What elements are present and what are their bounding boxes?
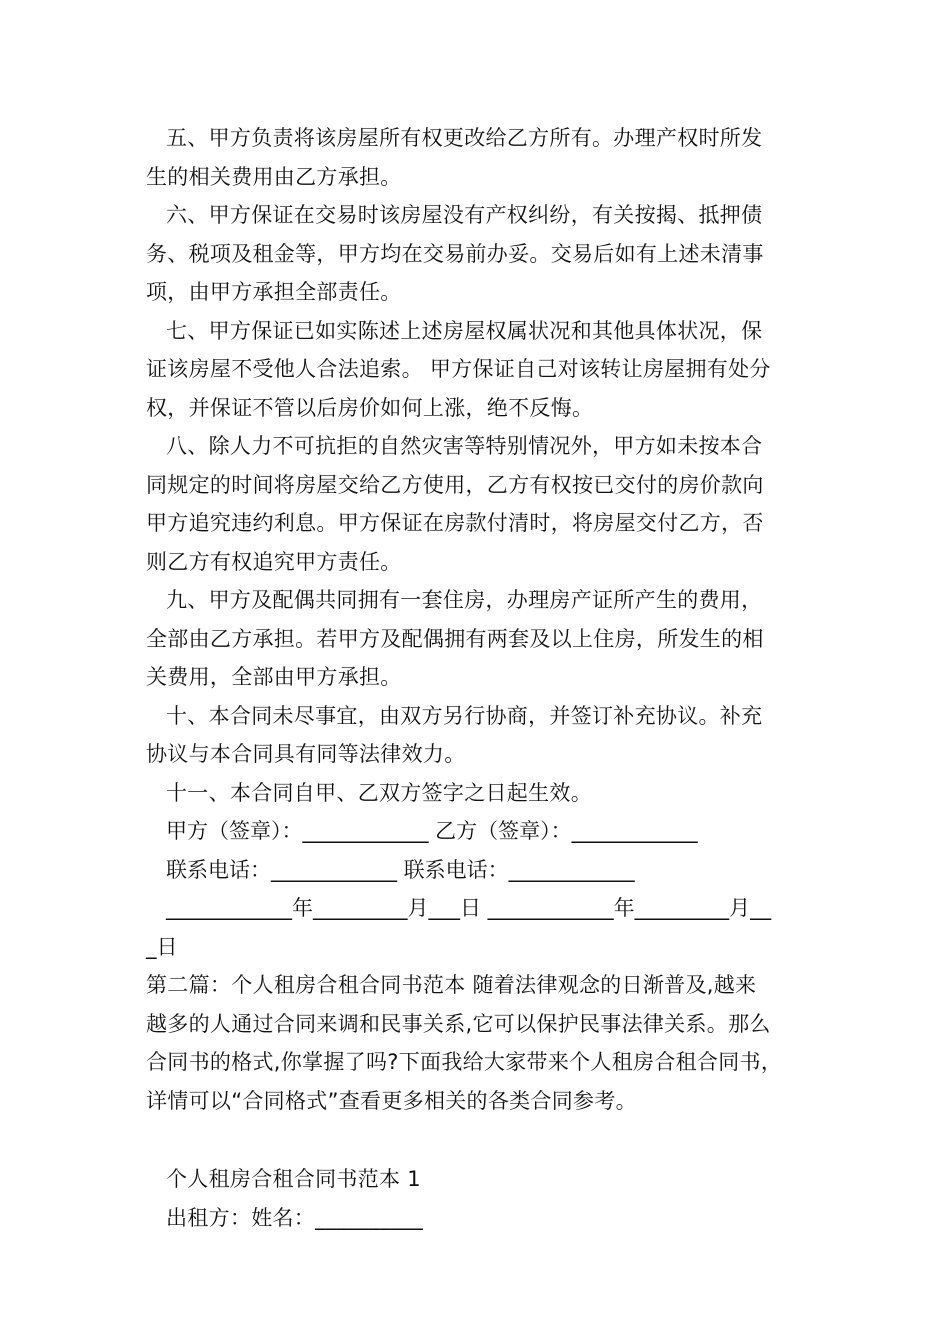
clause-nine-line-2: 全部由乙方承担。若甲方及配偶拥有两套及以上住房，所发生的相 bbox=[146, 626, 764, 651]
part-two-intro-line-4: 详情可以“合同格式”查看更多相关的各类合同参考。 bbox=[146, 1088, 637, 1113]
clause-seven-line-1: 七、甲方保证已如实陈述上述房屋权属状况和其他具体状况，保 bbox=[166, 318, 763, 343]
part-two-intro-line-3: 合同书的格式,你掌握了吗?下面我给大家带来个人租房合租合同书， bbox=[146, 1050, 783, 1074]
clause-eight-line-3: 甲方追究违约利息。甲方保证在房款付清时，将房屋交付乙方，否 bbox=[146, 511, 764, 535]
clause-eight-line-4: 则乙方有权追究甲方责任。 bbox=[146, 549, 402, 574]
template-title: 个人租房合租合同书范本 1 bbox=[166, 1167, 421, 1191]
clause-seven-line-2: 证该房屋不受他人合法追索。 甲方保证自己对该转让房屋拥有处分 bbox=[146, 357, 771, 381]
clause-nine-line-1: 九、甲方及配偶共同拥有一套住房，办理房产证所产生的费用， bbox=[166, 588, 763, 612]
clause-seven-line-3: 权，并保证不管以后房价如何上涨，绝不反悔。 bbox=[146, 395, 594, 420]
lessor-name-line: 出租方：姓名：__________ bbox=[166, 1205, 424, 1230]
clause-nine-line-3: 关费用，全部由甲方承担。 bbox=[146, 665, 402, 689]
date-line: ____________年_________月___日 ____________年_________月__ bbox=[166, 896, 772, 920]
phone-line: 联系电话：____________ 联系电话：____________ bbox=[166, 857, 635, 882]
clause-ten-line-1: 十、本合同未尽事宜，由双方另行协商，并签订补充协议。补充 bbox=[166, 703, 763, 728]
clause-eight-line-1: 八、除人力不可抗拒的自然灾害等特别情况外，甲方如未按本合 bbox=[166, 434, 763, 458]
clause-eleven-line: 十一、本合同自甲、乙双方签字之日起生效。 bbox=[166, 780, 592, 805]
part-two-intro-line-1: 第二篇：个人租房合租合同书范本 随着法律观念的日渐普及,越来 bbox=[146, 973, 757, 997]
part-two-intro-line-2: 越多的人通过合同来调和民事关系,它可以保护民事法律关系。那么 bbox=[146, 1011, 771, 1036]
clause-five-line-1: 五、甲方负责将该房屋所有权更改给乙方所有。办理产权时所发 bbox=[166, 126, 763, 150]
document-page bbox=[146, 119, 810, 1237]
clause-six-line-3: 项，由甲方承担全部责任。 bbox=[146, 280, 402, 304]
signature-line: 甲方（签章）：____________ 乙方（签章）：____________ bbox=[166, 819, 698, 843]
clause-ten-line-2: 协议与本合同具有同等法律效力。 bbox=[146, 742, 466, 766]
date-line-wrap: _日 bbox=[146, 934, 178, 959]
paragraph-spacer bbox=[146, 1120, 810, 1160]
clause-five-line-2: 生的相关费用由乙方承担。 bbox=[146, 164, 402, 189]
clause-eight-line-2: 同规定的时间将房屋交给乙方使用，乙方有权按已交付的房价款向 bbox=[146, 472, 764, 497]
clause-six-line-2: 务、税项及租金等，甲方均在交易前办妥。交易后如有上述未清事 bbox=[146, 241, 764, 266]
clause-six-line-1: 六、甲方保证在交易时该房屋没有产权纠纷，有关按揭、抵押债 bbox=[166, 203, 763, 227]
